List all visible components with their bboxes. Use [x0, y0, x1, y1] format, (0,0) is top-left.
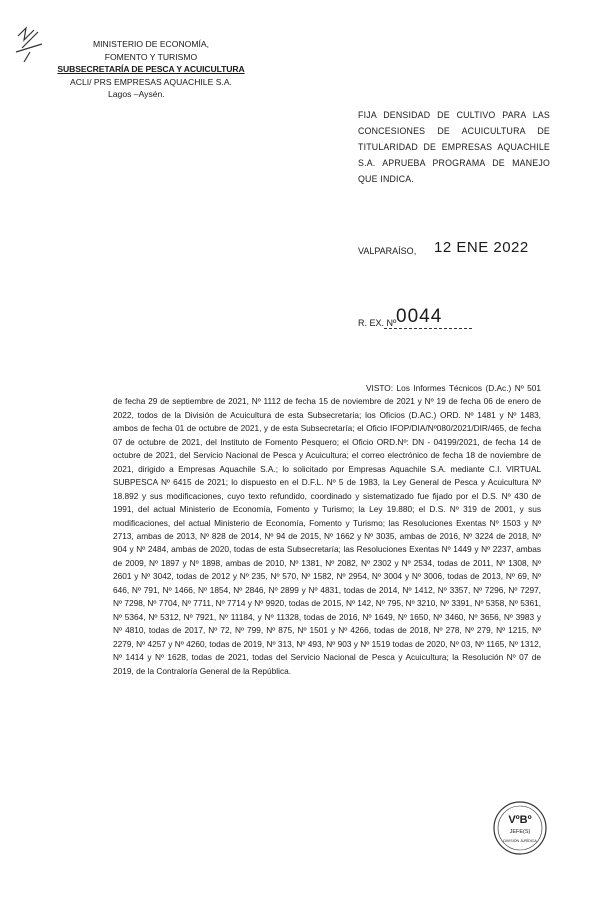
- institution-header: [56, 38, 246, 101]
- date-stamp: 12 ENE 2022: [434, 239, 529, 256]
- resolution-number-line: [384, 328, 472, 329]
- region-line: Lagos –Aysén.: [108, 89, 165, 99]
- stamp-middle-text: JEFE(S): [509, 829, 531, 835]
- approval-stamp: [492, 800, 548, 856]
- visto-paragraph: [113, 382, 541, 678]
- visto-text: VISTO: Los Informes Técnicos (D.Ac.) Nº 501 de fecha 29 de septiembre de 2021, Nº 1112 de fecha 15 de noviembre de 2021 y Nº 19 de fecha 06 de enero de 2022, todos de la División de Acuicultura de esta Subsecretaría; los Oficios (D.AC.) ORD. Nº 1481 y Nº 1483, ambos de fecha 01 de octubre de 2021, y de esta Subsecretaría; el Oficio IFOP/DIA/Nº080/2021/DIR/465, de fecha 07 de octubre de 2021, del Instituto de Fomento Pesquero; el Oficio ORD.Nº: DN - 04199/2021, de fecha 14 de octubre de 2021, del Servicio Nacional de Pesca y Acuicultura; el correo electrónico de fecha 18 de noviembre de 2021, dirigido a Empresas Aquachile S.A.; lo solicitado por Empresas Aquachile S.A. mediante C.I. VIRTUAL SUBPESCA Nº 6415 de 2021; lo dispuesto en el D.F.L. Nº 5 de 1983, la Ley General de Pesca y Acuicultura Nº 18.892 y sus modificaciones, cuyo texto refundido, coordinado y sistematizado fue fijado por el D.S. Nº 430 de 1991, del actual Ministerio de Economía, Fomento y Turismo; la Ley 19.880; el D.S. Nº 319 de 2001, y sus modificaciones, del actual Ministerio de Economía, Fomento y Turismo; las Resoluciones Exentas Nº 1503 y Nº 2713, ambas de 2013, Nº 828 de 2014, Nº 94 de 2015, Nº 1662 y Nº 3035, ambas de 2016, Nº 3224 de 2018, Nº 904 y Nº 2484, ambas de 2020, todas de esta Subsecretaría; las Resoluciones Exentas Nº 1449 y Nº 2237, ambas de 2009, Nº 1897 y Nº 1898, ambas de 2010, Nº 1381, Nº 2082, Nº 2302 y Nº 2534, todas de 2011, Nº 1308, Nº 2601 y Nº 3042, todas de 2012 y Nº 235, Nº 570, Nº 1582, Nº 2954, Nº 3004 y Nº 3006, todas de 2013, Nº 69, Nº 646, Nº 791, Nº 1466, Nº 1854, Nº 2846, Nº 2899 y Nº 4831, todas de 2014, Nº 1412, Nº 3357, Nº 7296, Nº 7297, Nº 7298, Nº 7704, Nº 7711, Nº 7714 y Nº 9920, todas de 2015, Nº 142, Nº 795, Nº 3210, Nº 3391, Nº 5358, Nº 5361, Nº 5364, Nº 5312, Nº 7921, Nº 11184, y Nº 11328, todas de 2016, Nº 1649, Nº 1650, Nº 3460, Nº 3656, Nº 3983 y Nº 4810, todas de 2017, Nº 72, Nº 799, Nº 875, Nº 1501 y Nº 4266, todas de 2018, Nº 278, Nº 279, Nº 1215, Nº 2279, Nº 4257 y Nº 4260, todas de 2019, Nº 313, Nº 493, Nº 903 y Nº 1519 todas de 2020, Nº 03, Nº 1165, Nº 1312, Nº 1414 y Nº 1628, todas de 2021, todas del Servicio Nacional de Pesca y Acuicultura; la Resolución Nº 07 de 2019, de la Contraloría General de la República.: [113, 383, 541, 676]
- reference-line: ACLI/ PRS EMPRESAS AQUACHILE S.A.: [70, 76, 232, 87]
- stamp-bottom-text: DIVISIÓN JURÍDICA: [503, 839, 537, 843]
- undersecretariat-line: SUBSECRETARÍA DE PESCA Y ACUICULTURA: [57, 64, 245, 74]
- ministry-line-2: FOMENTO Y TURISMO: [104, 51, 198, 62]
- ministry-line: MINISTERIO DE ECONOMÍA,: [92, 39, 210, 49]
- resolution-subject: FIJA DENSIDAD DE CULTIVO PARA LAS CONCESIONES DE ACUICULTURA DE TITULARIDAD DE EMPRESAS AQUACHILE S.A. APRUEBA PROGRAMA DE MANEJO QUE INDICA.: [358, 110, 550, 184]
- resolution-number: 0044: [396, 306, 443, 327]
- handwritten-mark: [12, 22, 52, 66]
- stamp-top-text: VºBº: [508, 814, 532, 826]
- place-label: VALPARAÍSO,: [358, 246, 417, 256]
- resolution-label: R. EX. Nº: [358, 318, 397, 328]
